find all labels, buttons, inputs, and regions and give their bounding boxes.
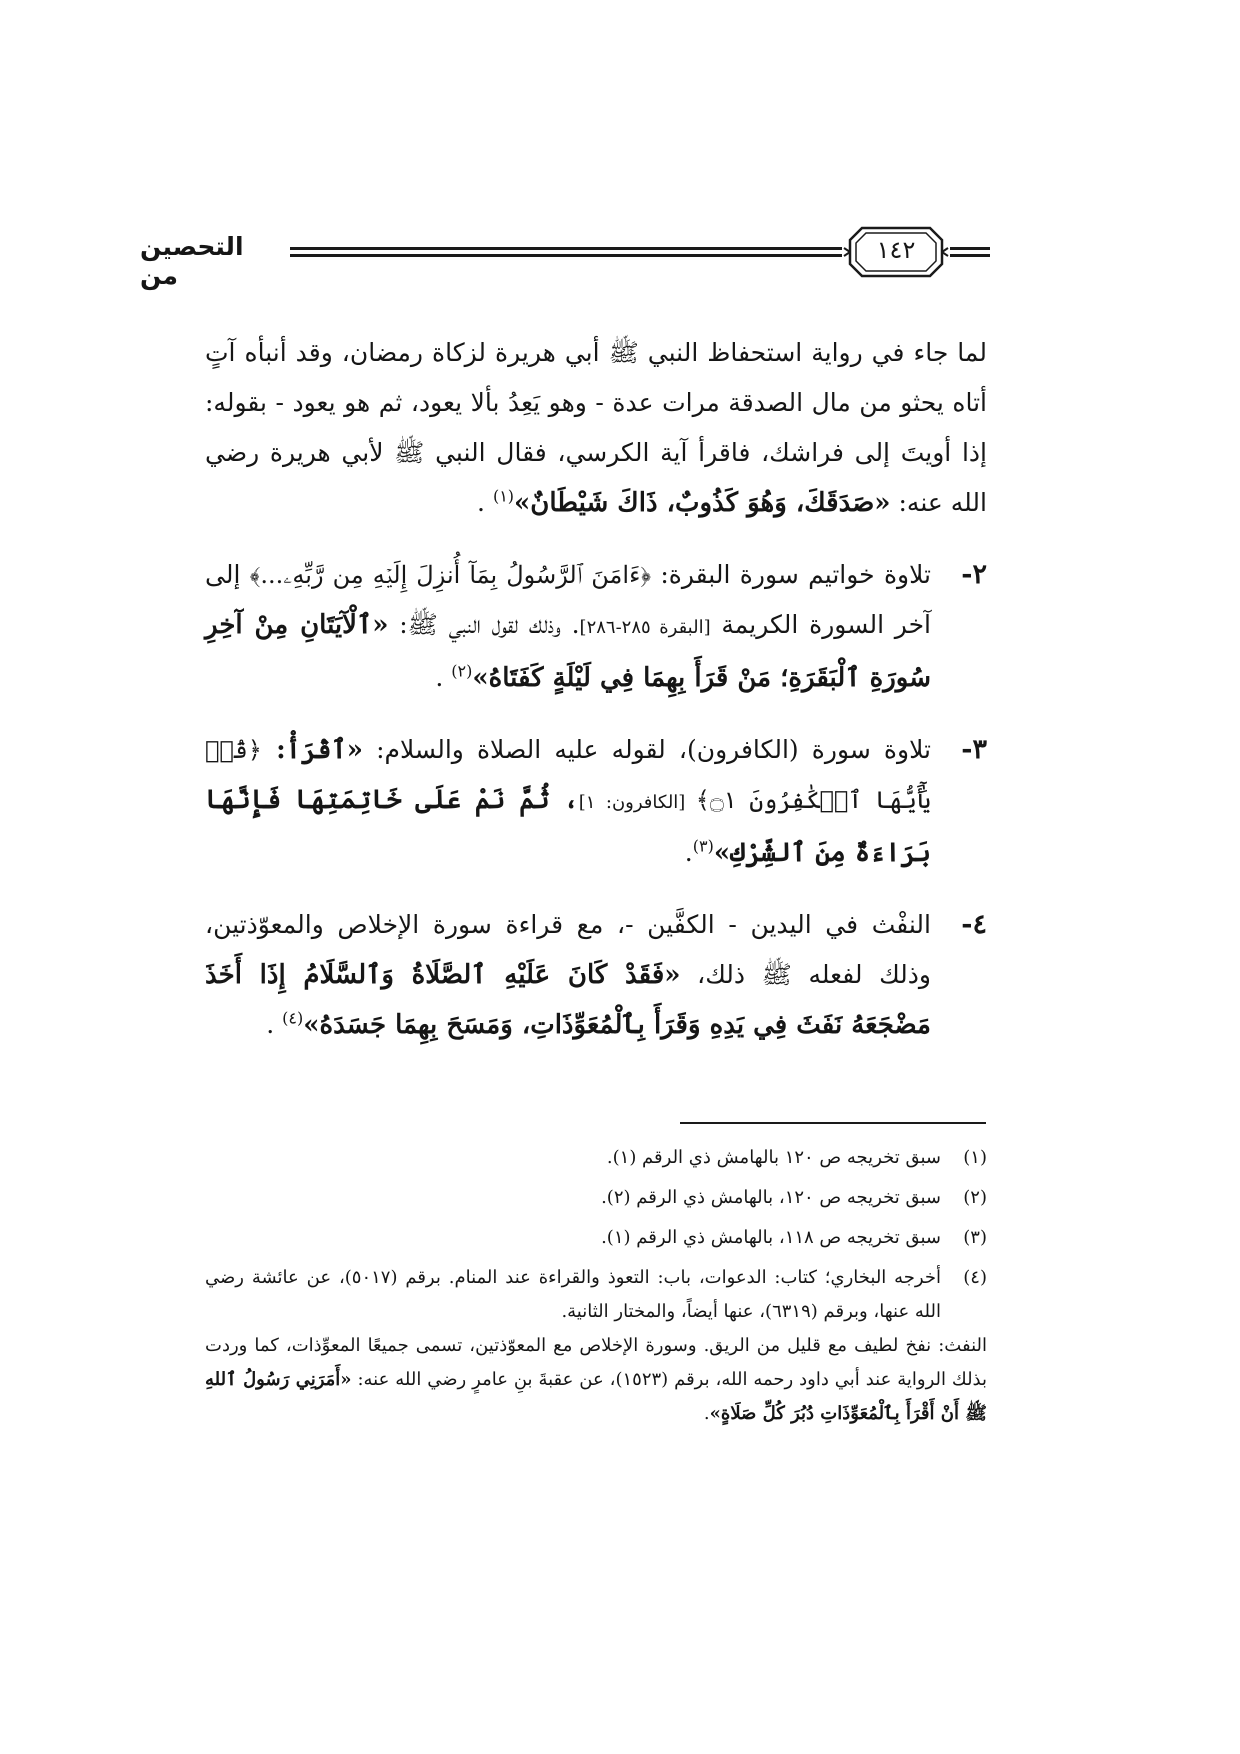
footnote-number: (٢) bbox=[963, 1187, 987, 1208]
main-text bbox=[205, 328, 987, 1050]
footnote-separator bbox=[680, 1122, 986, 1124]
intro-paragraph: لما جاء في رواية استحفاظ النبي ﷺ أبي هريرة لزكاة رمضان، وقد أنبأه آتٍ أتاه يحثو من مال الصدقة مرات عدة - وهو يَعِدُ بألا يعود، ثم هو يعود - بقوله: إذا أويتَ إلى فراشك، فاقرأ آية الكرسي، فقال النبي ﷺ لأبي هريرة رضي الله عنه: «صَدَقَكَ، وَهُوَ كَذُوبٌ، ذَاكَ شَيْطَانٌ»$^{(١)}$ . bbox=[205, 338, 987, 518]
page-number: ١٤٢ bbox=[876, 236, 916, 264]
footnote-marker[interactable]: (٤) bbox=[282, 1008, 304, 1028]
item-number: ٤- bbox=[961, 909, 987, 940]
footnotes bbox=[205, 1135, 987, 1431]
footnote-text: سبق تخريجه ص ١٢٠ بالهامش ذي الرقم (١). bbox=[606, 1147, 941, 1168]
verse-reference: [البقرة ٢٨٥-٢٨٦] bbox=[579, 617, 711, 638]
footnote-number: (١) bbox=[963, 1147, 987, 1168]
footnote-number: (٣) bbox=[963, 1227, 987, 1248]
list-item bbox=[205, 550, 987, 703]
footnote-number: (٤) bbox=[963, 1267, 987, 1288]
header-rule-short bbox=[950, 247, 990, 257]
list-item bbox=[205, 725, 987, 878]
footnote-continuation: النفث: نفخ لطيف مع قليل من الريق. وسورة الإخلاص مع المعوّذتين، تسمى جميعًا المعوِّذات، كما وردت بذلك الرواية عند أبي داود رحمه الله، برقم (١٥٢٣)، عن عقبةَ بنِ عامرٍ رضي الله عنه: «أَمَرَنِي رَسُولُ ٱللهِ ﷺ أَنْ أَقْرَأَ بِٱلْمُعَوِّذَاتِ دُبُرَ كُلِّ صَلَاةٍ». bbox=[205, 1335, 988, 1424]
footnote-text: سبق تخريجه ص ١١٨، بالهامش ذي الرقم (١). bbox=[601, 1227, 941, 1248]
footnote bbox=[205, 1141, 987, 1175]
quran-verse: ﴿ءَامَنَ ٱلرَّسُولُ بِمَآ أُنزِلَ إِلَيۡهِ مِن رَّبِّهِۦ...﴾ bbox=[249, 561, 651, 589]
hadith-quote: «أَمَرَنِي رَسُولُ ٱللهِ ﷺ أَنْ أَقْرَأَ بِٱلْمُعَوِّذَاتِ دُبُرَ كُلِّ صَلَاةٍ» bbox=[205, 1369, 987, 1424]
hadith-quote: «فَقَدْ كَانَ عَلَيْهِ ٱلصَّلَاةُ وَٱلسَّلَامُ إِذَا أَخَذَ مَضْجَعَهُ نَفَثَ فِي يَدِهِ وَقَرَأَ بِٱلْمُعَوِّذَاتِ، وَمَسَحَ بِهِمَا جَسَدَهُ» bbox=[205, 960, 931, 1040]
footnote-marker[interactable]: (٢) bbox=[451, 661, 473, 681]
footnote bbox=[205, 1261, 987, 1329]
running-title: التحصين من bbox=[140, 232, 244, 290]
hadith-quote: «ٱقْرَأْ: bbox=[261, 735, 363, 765]
item-number: ٢- bbox=[961, 559, 987, 590]
footnote bbox=[205, 1181, 987, 1215]
item-text: تلاوة خواتيم سورة البقرة: ﴿ءَامَنَ ٱلرَّسُولُ بِمَآ أُنزِلَ إِلَيۡهِ مِن رَّبِّهِۦ...﴾ إلى آخر السورة الكريمة [البقرة ٢٨٥-٢٨٦]. وذلك لقول النبي ﷺ: «ٱلْآيَتَانِ مِنْ آخِرِ سُورَةِ ٱلْبَقَرَةِ؛ مَنْ قَرَأَ بِهِمَا فِي لَيْلَةٍ كَفَتَاهُ»$^{(٢)}$ . bbox=[205, 560, 932, 693]
footnote-marker[interactable]: (٣) bbox=[692, 836, 714, 856]
hadith-quote: ، ثُمَّ نَمْ عَلَى خَاتِمَتِهَا فَإِنَّهَا بَرَاءَةٌ مِنَ ٱلشِّرْكِ» bbox=[205, 785, 931, 868]
verse-reference: [الكافرون: ١] bbox=[578, 792, 696, 813]
footnote bbox=[205, 1221, 987, 1255]
header-rule bbox=[290, 247, 842, 257]
quran-verse: ﴿قُلۡ يَٰٓأَيُّهَا ٱلۡكَٰفِرُونَ ۝١﴾ bbox=[205, 736, 931, 814]
page-number-frame bbox=[842, 222, 950, 282]
hadith-quote: «ٱلْآيَتَانِ مِنْ آخِرِ سُورَةِ ٱلْبَقَرَةِ؛ مَنْ قَرَأَ بِهِمَا فِي لَيْلَةٍ كَفَتَاهُ» bbox=[205, 610, 931, 693]
intro-text: لما جاء في رواية استحفاظ النبي ﷺ أبي هريرة لزكاة رمضان، وقد أنبأه آتٍ أتاه يحثو من مال الصدقة مرات عدة - وهو يَعِدُ بألا يعود، ثم هو يعود - بقوله: إذا أويتَ إلى فراشك، فاقرأ آية الكرسي، فقال النبي ﷺ لأبي هريرة رضي الله عنه: bbox=[205, 338, 987, 517]
page-header bbox=[140, 222, 990, 290]
footnote-marker[interactable]: (١) bbox=[492, 486, 515, 506]
item-text: تلاوة سورة (الكافرون)، لقوله عليه الصلاة والسلام: «ٱقْرَأْ: ﴿قُلۡ يَٰٓأَيُّهَا ٱلۡكَٰفِرُونَ ۝١﴾ [الكافرون: ١]، ثُمَّ نَمْ عَلَى خَاتِمَتِهَا فَإِنَّهَا بَرَاءَةٌ مِنَ ٱلشِّرْكِ»$^{(٣)}$. bbox=[205, 735, 931, 868]
footnote-text: سبق تخريجه ص ١٢٠، بالهامش ذي الرقم (٢). bbox=[601, 1187, 941, 1208]
list-item bbox=[205, 900, 987, 1050]
item-text: النفْث في اليدين - الكفَّين -، مع قراءة سورة الإخلاص والمعوّذتين، وذلك لفعله ﷺ ذلك، «فَقَدْ كَانَ عَلَيْهِ ٱلصَّلَاةُ وَٱلسَّلَامُ إِذَا أَخَذَ مَضْجَعَهُ نَفَثَ فِي يَدِهِ وَقَرَأَ بِٱلْمُعَوِّذَاتِ، وَمَسَحَ بِهِمَا جَسَدَهُ»$^{(٤)}$ . bbox=[205, 910, 931, 1040]
footnote-text: أخرجه البخاري؛ كتاب: الدعوات، باب: التعوذ والقراءة عند المنام. برقم (٥٠١٧)، عن عائشة رضي الله عنها، وبرقم (٦٣١٩)، عنها أيضاً، والمختار الثانية. bbox=[205, 1267, 941, 1322]
hadith-quote: «صَدَقَكَ، وَهُوَ كَذُوبٌ، ذَاكَ شَيْطَانٌ» bbox=[514, 488, 891, 518]
item-number: ٣- bbox=[961, 734, 987, 765]
